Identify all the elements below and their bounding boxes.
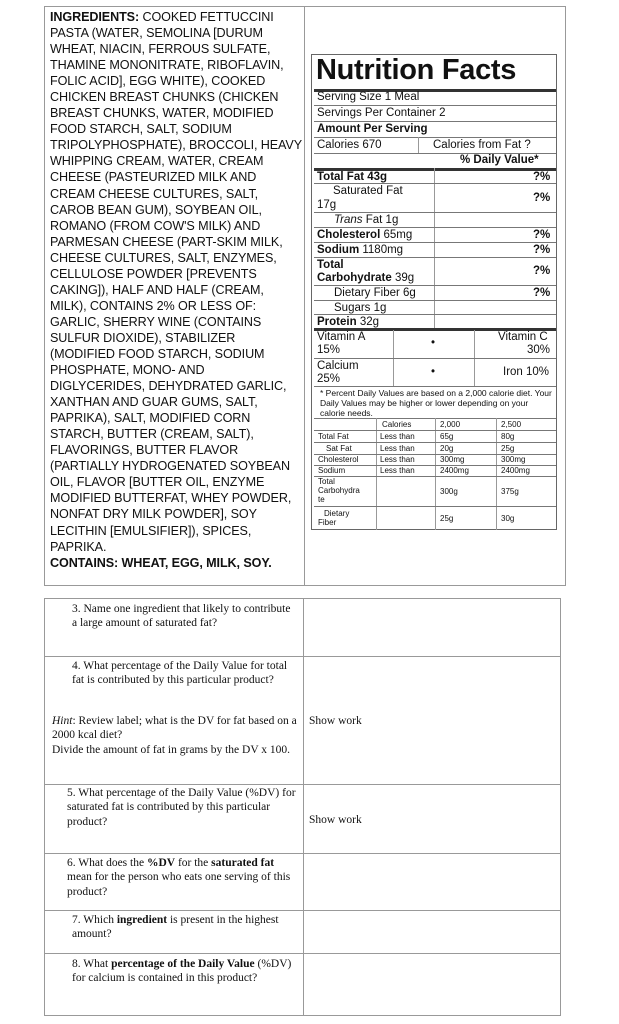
row-divider (44, 784, 561, 785)
total-fat: Total Fat 43g (317, 171, 388, 183)
row-divider (44, 910, 561, 911)
divider (314, 430, 556, 431)
divider (314, 242, 556, 243)
ref-cholesterol-2500: 300mg (501, 455, 526, 464)
cholesterol-dv: ?% (533, 229, 551, 241)
question-5-answer[interactable]: Show work (309, 814, 362, 826)
dietary-fiber: Dietary Fiber 6g (334, 287, 416, 299)
question-4-divide: Divide the amount of fat in grams by the DV x 100. (52, 744, 291, 756)
ref-carb-label-2: Carbohydra (318, 486, 360, 495)
saturated-fat: Saturated Fat (333, 185, 403, 197)
amount-per-serving: Amount Per Serving (317, 123, 428, 135)
vitamin-c-pct: 30% (527, 344, 551, 356)
ref-sodium-label: Sodium (318, 466, 346, 475)
nutrition-facts-title: Nutrition Facts (316, 54, 517, 86)
ref-total-fat-2500: 80g (501, 432, 515, 441)
vitamin-a: Vitamin A (317, 331, 366, 343)
ref-total-fat-label: Total Fat (318, 432, 349, 441)
divider (314, 358, 556, 359)
vitamin-a-pct: 15% (317, 344, 341, 356)
question-4-answer[interactable]: Show work (309, 715, 362, 727)
ref-carb-2000: 300g (440, 487, 458, 496)
allergen-statement: CONTAINS: WHEAT, EGG, MILK, SOY. (50, 555, 272, 570)
cholesterol: Cholesterol 65mg (317, 229, 413, 241)
divider (435, 418, 436, 530)
ingredients-label: INGREDIENTS: (50, 10, 140, 24)
divider (314, 442, 556, 443)
ref-carb-label-1: Total (318, 477, 335, 486)
servings-per-container: Servings Per Container 2 (317, 107, 446, 119)
ingredients-list (50, 9, 302, 571)
question-5: 5. What percentage of the Daily Value (%DV) for saturated fat is contributed by this particular product? (67, 787, 296, 828)
total-carb-dv: ?% (533, 265, 551, 277)
total-fat-dv: ?% (533, 171, 551, 183)
total-carb: Carbohydrate 39g (317, 272, 415, 284)
hint-label: Hint (52, 715, 73, 727)
ref-cholesterol-qualifier: Less than (380, 455, 415, 464)
ref-sodium-2500: 2400mg (501, 466, 530, 475)
divider (314, 183, 556, 184)
table-divider (304, 6, 305, 586)
row-divider (44, 953, 561, 954)
bullet-icon: • (431, 337, 436, 349)
ref-total-fat-2000: 65g (440, 432, 454, 441)
daily-value-header: % Daily Value* (460, 154, 539, 166)
total-carb-label-1: Total (317, 259, 344, 271)
calories-from-fat: Calories from Fat ? (433, 139, 531, 151)
divider (496, 418, 497, 530)
sodium-dv: ?% (533, 244, 551, 256)
divider (314, 506, 556, 507)
row-divider (44, 656, 561, 657)
divider (314, 314, 556, 315)
row-divider (44, 853, 561, 854)
ref-header-2500: 2,500 (501, 420, 522, 429)
ref-cholesterol-label: Cholesterol (318, 455, 359, 464)
ref-cholesterol-2000: 300mg (440, 455, 465, 464)
iron: Iron 10% (503, 366, 550, 378)
protein: Protein 32g (317, 316, 380, 328)
ref-sat-fat-qualifier: Less than (380, 444, 415, 453)
vitamin-c: Vitamin C (498, 331, 548, 343)
ref-fiber-label-2: Fiber (318, 518, 337, 527)
bullet-icon: • (431, 366, 436, 378)
trans-fat: Trans Fat 1g (334, 214, 399, 226)
divider (314, 121, 556, 122)
divider (314, 137, 556, 138)
divider (418, 137, 419, 153)
sodium: Sodium 1180mg (317, 244, 404, 256)
daily-value-footnote: * Percent Daily Values are based on a 2,000 calorie diet. Your Daily Values may be higher or lower depending on your calorie needs. (320, 388, 552, 418)
question-8: 8. What percentage of the Daily Value (%DV) for calcium is contained in this product? (72, 958, 292, 985)
ref-total-fat-qualifier: Less than (380, 432, 415, 441)
divider (434, 168, 435, 329)
ref-sodium-qualifier: Less than (380, 466, 415, 475)
calories: Calories 670 (317, 139, 382, 151)
dietary-fiber-dv: ?% (533, 287, 551, 299)
ref-sat-fat-2000: 20g (440, 444, 454, 453)
ref-sodium-2000: 2400mg (440, 466, 469, 475)
question-4: 4. What percentage of the Daily Value for total fat is contributed by this particular product? (72, 660, 288, 687)
ref-header-2000: 2,000 (440, 420, 461, 429)
question-7: 7. Which ingredient is present in the highest amount? (72, 914, 279, 941)
ref-sat-fat-2500: 25g (501, 444, 515, 453)
ref-fiber-2000: 25g (440, 514, 454, 523)
ref-fiber-label-1: Dietary (324, 509, 350, 518)
calcium-pct: 25% (317, 373, 341, 385)
trans-fat-italic: Trans (334, 214, 363, 226)
ref-carb-label-3: te (318, 495, 325, 504)
question-6: 6. What does the %DV for the saturated fat mean for the person who eats one serving of this product? (67, 857, 291, 898)
saturated-fat-dv: ?% (533, 192, 551, 204)
divider (376, 418, 377, 530)
ref-carb-2500: 375g (501, 487, 519, 496)
divider (314, 300, 556, 301)
serving-size: Serving Size 1 Meal (317, 91, 420, 103)
ref-fiber-2500: 30g (501, 514, 515, 523)
divider (314, 285, 556, 286)
divider (314, 257, 556, 258)
question-4-hint: Hint: Review label; what is the DV for fat based on a 2000 kcal diet? (52, 715, 297, 742)
divider (314, 212, 556, 213)
ref-sat-fat-label: Sat Fat (326, 444, 352, 453)
calcium: Calcium (317, 360, 359, 372)
divider (314, 105, 556, 106)
ingredients-text: COOKED FETTUCCINI PASTA (WATER, SEMOLINA [DURUM WHEAT, NIACIN, FERROUS SULFATE, THAMINE MONONITRATE, RIBOFLAVIN, FOLIC ACID], EGG WHITE), COOKED CHICKEN BREAST CHUNKS (CHICKEN BREAST CHUNKS, WATER, MODIFIED FOOD STARCH, SALT, SODIUM TRIPOLYPHOSPHATE), BROCCOLI, HEAVY WHIPPING CREAM, WATER, CREAM CHEESE (PASTEURIZED MILK AND CREAM CHEESE CULTURES, SALT, CAROB BEAN GUM), SOYBEAN OIL, ROMANO (FROM COW'S MILK) AND PARMESAN CHEESE (PART-SKIM MILK, CHEESE CULTURES, SALT, ENZYMES, CELLULOSE POWDER [PREVENTS CAKING]), HALF AND HALF (CREAM, MILK), CONTAINS 2% OR LESS OF: GARLIC, SHERRY WINE (CONTAINS SULFUR DIOXIDE), STABILIZER (MODIFIED FOOD STARCH, SODIUM PHOSPHATE, MONO- AND DIGLYCERIDES, DEHYDRATED GARLIC, XANTHAN AND GUAR GUMS, SALT, PAPRIKA), SALT, MODIFIED CORN STARCH, BUTTER (CREAM, SALT), FLAVORINGS, BUTTER FLAVOR (PARTIALLY HYDROGENATED SOYBEAN OIL, FLAVOR [BUTTER OIL, ENZYME MODIFIED BUTTERFAT, WHEY POWDER, NONFAT DRY MILK POWDER], SOY LECITHIN [EMULSIFIER]), SPICES, PAPRIKA. (50, 10, 302, 554)
divider (314, 476, 556, 477)
divider (314, 227, 556, 228)
question-3: 3. Name one ingredient that likely to contribute a large amount of saturated fat? (72, 603, 291, 630)
saturated-fat-amount: 17g (317, 199, 337, 211)
divider (314, 386, 556, 387)
sugars: Sugars 1g (334, 302, 387, 314)
ref-header-calories: Calories (382, 420, 412, 429)
